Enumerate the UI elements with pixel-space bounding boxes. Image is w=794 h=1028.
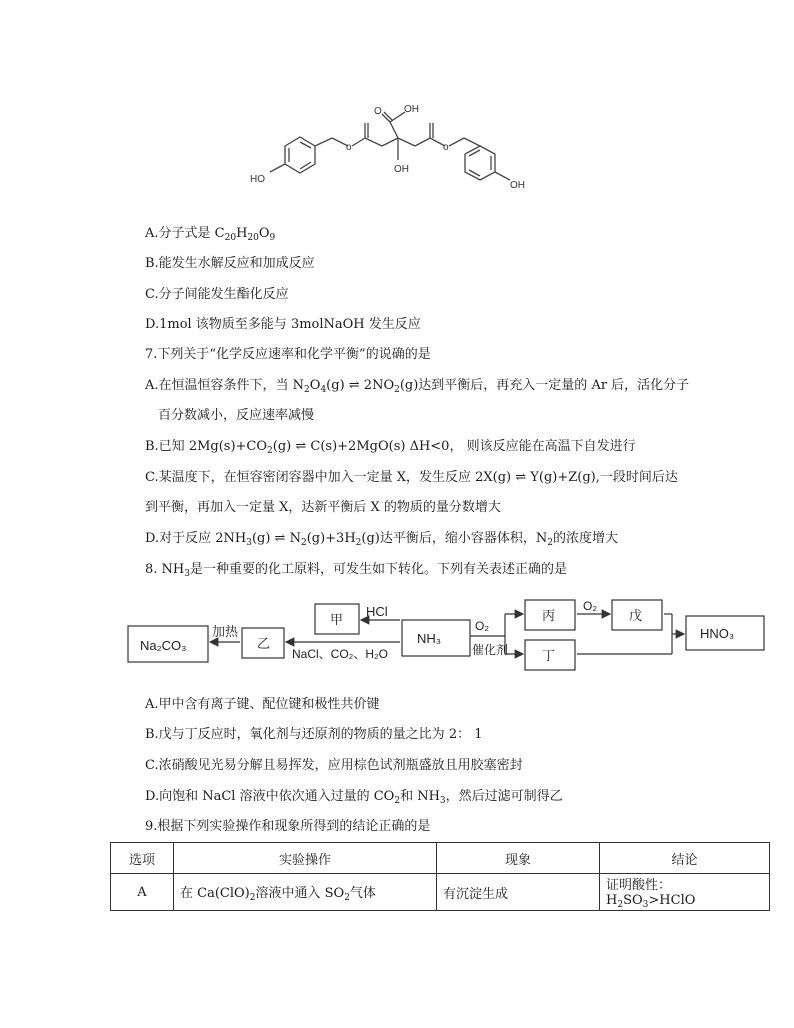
col-phenomenon: 现象 (437, 843, 600, 874)
acid-oh-label: OH (404, 104, 419, 115)
nh3-label: NH₃ (417, 631, 442, 646)
col-conclusion: 结论 (600, 843, 770, 874)
q7-option-c-line1: C.某温度下，在恒容密闭容器中加入一定量 X，发生反应 2X(g) ⇌ Y(g)+Z(g),一段时间后达 (145, 470, 678, 485)
q8-option-c: C.浓硝酸见光易分解且易挥发，应用棕色试剂瓶盛放且用胶塞密封 (145, 758, 523, 773)
yi-label: 乙 (257, 636, 271, 651)
q9-header-row (111, 843, 770, 874)
center-oh-label: OH (394, 164, 409, 175)
catalyst-label: 催化剂 (472, 643, 509, 657)
hno3-label: HNO₃ (700, 626, 735, 641)
q6-option-b: B.能发生水解反应和加成反应 (145, 256, 315, 271)
wu-label: 戊 (629, 608, 643, 623)
jia-label: 甲 (330, 612, 344, 627)
molecule-structure (240, 98, 560, 198)
reagents-label: NaCl、CO₂、H₂O (292, 647, 388, 661)
col-option: 选项 (111, 843, 174, 874)
q9-stem: 9.根据下列实验操作和现象所得到的结论正确的是 (145, 819, 431, 834)
q8-option-d: D.向饱和 NaCl 溶液中依次通入过量的 $CO_2$和 $NH_3$，然后过滤可制得乙 (145, 789, 563, 806)
q8-option-a: A.甲中含有离子键、配位键和极性共价键 (145, 697, 380, 712)
q7-option-a-line2: 百分数减小，反应速率减慢 (158, 408, 315, 423)
ester-o-left: o (346, 142, 352, 153)
row-phenomenon: 有沉淀生成 (437, 874, 600, 911)
q7-option-c-line2: 到平衡，再加入一定量 X，达新平衡后 X 的物质的量分数增大 (145, 500, 501, 515)
q7-stem: 7.下列关于“化学反应速率和化学平衡”的说确的是 (145, 347, 431, 362)
q6-option-a: A.分子式是 $C_{20}H_{20}O_9$ (145, 226, 276, 243)
o2-label-1: O₂ (475, 619, 489, 633)
q7-option-d: D.对于反应 $2NH_3(g)$ ⇌ $N_2(g)+3H_2(g)$达平衡后，缩小容器体积，$N_2$的浓度增大 (145, 531, 618, 548)
row-conclusion: 证明酸性： $H_2SO_3>HClO$ (600, 874, 770, 911)
o2-label-2: O₂ (583, 599, 597, 613)
row-operation: 在 $Ca(ClO)_2$溶液中通入 $SO_2$气体 (174, 874, 437, 911)
q8-option-b: B.戊与丁反应时，氧化剂与还原剂的物质的量之比为 2： 1 (145, 727, 483, 742)
heat-label: 加热 (212, 624, 239, 639)
oh-right-label: OH (510, 180, 525, 191)
q8-stem: 8. $NH_3$是一种重要的化工原料，可发生如下转化。下列有关表述正确的是 (145, 562, 567, 579)
q9-table (110, 842, 770, 911)
hcl-label: HCl (366, 604, 388, 619)
na2co3-label: Na₂CO₃ (140, 638, 187, 653)
ho-left-label: HO (250, 174, 265, 185)
table-row (111, 874, 770, 911)
col-operation: 实验操作 (174, 843, 437, 874)
ding-label: 丁 (542, 648, 556, 663)
row-option: A (111, 874, 174, 911)
q6-option-d: D.1mol 该物质至多能与 3molNaOH 发生反应 (145, 317, 421, 332)
bing-label: 丙 (542, 608, 556, 623)
ester-o-right: o (443, 142, 449, 153)
q7-option-a-line1: A.在恒温恒容条件下，当 $N_2O_4(g)$ ⇌ $2NO_2(g)$达到平衡后，再充入一定量的 Ar 后，活化分子 (145, 378, 690, 395)
q6-option-c: C.分子间能发生酯化反应 (145, 287, 289, 302)
q7-option-b: B.已知 $2Mg(s)+CO_2(g)$ ⇌ C(s)+2MgO(s) ΔH<0， 则该反应能在高温下自发进行 (145, 439, 636, 456)
acid-o-label: O (374, 106, 382, 117)
nh3-transformation-diagram (120, 596, 770, 672)
